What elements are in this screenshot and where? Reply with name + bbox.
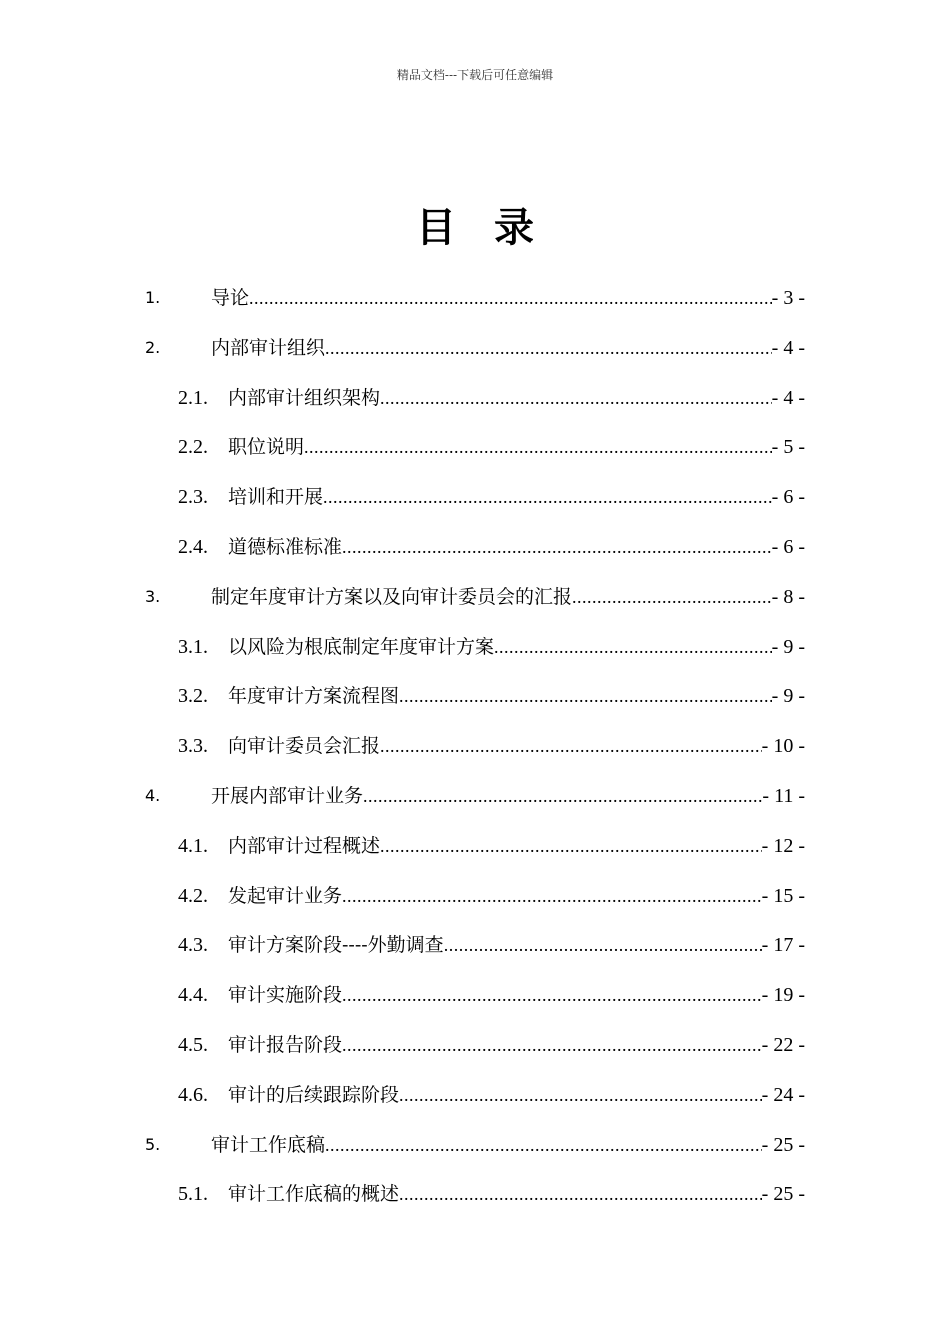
- toc-entry[interactable]: [0, 1027, 950, 1063]
- toc-entry[interactable]: [0, 479, 950, 515]
- toc-entry-title: 导论: [211, 287, 250, 309]
- toc-dot-leader: [494, 629, 772, 665]
- toc-entry-line: [228, 1027, 805, 1063]
- toc-entry-page: - 6 -: [771, 536, 805, 558]
- toc-entry-title: 年度审计方案流程图: [228, 685, 400, 708]
- toc-entry-number: 5.1.: [178, 1183, 208, 1206]
- toc-entry-page: - 5 -: [771, 436, 805, 459]
- toc-entry-number: 5.: [145, 1134, 161, 1154]
- toc-entry-title: 审计工作底稿: [211, 1133, 326, 1156]
- toc-entry-line: [228, 380, 805, 416]
- toc-entry[interactable]: [0, 678, 950, 714]
- toc-entry-title: 向审计委员会汇报: [228, 735, 381, 758]
- toc-entry-number: 2.2.: [178, 436, 208, 459]
- toc-entry[interactable]: [0, 429, 950, 465]
- toc-dot-leader: [304, 429, 772, 465]
- toc-entry-number: 2.4.: [178, 536, 208, 558]
- toc-entry[interactable]: [0, 330, 950, 366]
- toc-entry-line: [228, 1077, 805, 1113]
- toc-entry-number: 4.4.: [178, 984, 208, 1007]
- toc-entry-title: 审计工作底稿的概述: [228, 1183, 400, 1206]
- toc-entry-line: [228, 878, 805, 914]
- toc-entry-title: 制定年度审计方案以及向审计委员会的汇报: [211, 585, 573, 608]
- toc-entry-page: - 15 -: [761, 884, 805, 907]
- toc-dot-leader: [380, 728, 762, 764]
- toc-entry-title: 发起审计业务: [228, 884, 343, 907]
- toc-dot-leader: [363, 778, 762, 814]
- toc-entry-line: [211, 1127, 805, 1163]
- toc-entry-line: [211, 778, 805, 814]
- toc-entry-page: - 22 -: [761, 1034, 805, 1056]
- toc-entry-title: 审计的后续跟踪阶段: [228, 1083, 400, 1106]
- toc-entry-page: - 10 -: [761, 735, 805, 758]
- toc-entry[interactable]: [0, 778, 950, 814]
- toc-entry-number: 3.3.: [178, 735, 208, 758]
- toc-entry-page: - 24 -: [761, 1083, 805, 1106]
- toc-dot-leader: [399, 1077, 762, 1113]
- toc-entry[interactable]: [0, 579, 950, 615]
- toc-entry-line: [228, 1176, 805, 1212]
- toc-entry-line: [228, 977, 805, 1013]
- toc-entry-page: - 3 -: [771, 287, 805, 309]
- toc-entry[interactable]: [0, 828, 950, 864]
- toc-entry-line: [211, 579, 805, 615]
- toc-entry-page: - 9 -: [771, 685, 805, 708]
- toc-entry-line: [211, 330, 805, 366]
- toc-entry-page: - 25 -: [761, 1133, 805, 1156]
- toc-entry[interactable]: [0, 977, 950, 1013]
- toc-entry-number: 2.1.: [178, 386, 208, 409]
- toc-entry[interactable]: [0, 280, 950, 316]
- toc-entry-line: [228, 927, 805, 963]
- toc-entry-number: 4.: [145, 786, 161, 805]
- toc-entry-title: 以风险为根底制定年度审计方案: [228, 635, 495, 658]
- toc-entry[interactable]: [0, 1176, 950, 1212]
- toc-entry-number: 4.5.: [178, 1034, 208, 1056]
- toc-entry-title: 职位说明: [228, 436, 305, 459]
- toc-entry-number: 3.: [145, 586, 161, 606]
- toc-entry[interactable]: [0, 728, 950, 764]
- toc-entry-page: - 4 -: [771, 386, 805, 409]
- toc-entry-number: 2.: [145, 337, 161, 357]
- document-title: 目录: [416, 205, 572, 251]
- toc-entry-line: [228, 529, 805, 565]
- toc-entry-page: - 17 -: [761, 934, 805, 957]
- toc-entry-title: 道德标准标准: [228, 536, 343, 558]
- toc-entry[interactable]: [0, 629, 950, 665]
- toc-entry-number: 3.1.: [178, 635, 208, 658]
- toc-dot-leader: [399, 1176, 762, 1212]
- toc-entry-title: 审计实施阶段: [228, 984, 343, 1007]
- toc-entry-title: 开展内部审计业务: [211, 785, 364, 807]
- toc-entry-page: - 12 -: [761, 834, 805, 857]
- toc-dot-leader: [380, 380, 772, 416]
- toc-dot-leader: [325, 1127, 762, 1163]
- toc-dot-leader: [572, 579, 772, 615]
- toc-dot-leader: [323, 479, 772, 515]
- toc-entry-number: 4.1.: [178, 834, 208, 857]
- toc-entry-page: - 8 -: [771, 585, 805, 608]
- toc-entry-page: - 19 -: [761, 984, 805, 1007]
- toc-entry[interactable]: [0, 1077, 950, 1113]
- toc-dot-leader: [342, 1027, 762, 1063]
- page-header: 精品文档---下载后可任意编辑: [396, 68, 554, 82]
- toc-dot-leader: [380, 828, 762, 864]
- toc-entry-page: - 6 -: [771, 486, 805, 509]
- toc-entry-title: 内部审计过程概述: [228, 834, 381, 857]
- toc-dot-leader: [325, 330, 772, 366]
- toc-dot-leader: [249, 280, 772, 316]
- toc-entry-page: - 4 -: [771, 336, 805, 359]
- toc-entry[interactable]: [0, 878, 950, 914]
- toc-entry-line: [228, 479, 805, 515]
- toc-entry[interactable]: [0, 927, 950, 963]
- toc-entry-number: 2.3.: [178, 486, 208, 509]
- toc-entry-number: 4.6.: [178, 1083, 208, 1106]
- toc-entry-title: 培训和开展: [228, 486, 324, 509]
- toc-entry-line: [228, 828, 805, 864]
- toc-entry-title: 审计报告阶段: [228, 1034, 343, 1056]
- toc-entry-title: 内部审计组织: [211, 336, 326, 359]
- toc-dot-leader: [342, 878, 762, 914]
- toc-entry-number: 3.2.: [178, 685, 208, 708]
- toc-dot-leader: [399, 678, 772, 714]
- toc-entry[interactable]: [0, 529, 950, 565]
- toc-dot-leader: [342, 529, 772, 565]
- toc-entry-number: 4.2.: [178, 884, 208, 907]
- toc-dot-leader: [444, 927, 762, 963]
- toc-entry-title: 审计方案阶段----外勤调查: [228, 934, 444, 957]
- toc-entry-line: [228, 678, 805, 714]
- toc-entry-line: [211, 280, 805, 316]
- toc-entry-number: 4.3.: [178, 934, 208, 957]
- toc-entry[interactable]: [0, 1127, 950, 1163]
- toc-entry-page: - 25 -: [761, 1183, 805, 1206]
- toc-entry-page: - 11 -: [762, 785, 805, 807]
- toc-entry-title: 内部审计组织架构: [228, 386, 381, 409]
- toc-entry[interactable]: [0, 380, 950, 416]
- toc-dot-leader: [342, 977, 762, 1013]
- toc-entry-line: [228, 429, 805, 465]
- toc-entry-line: [228, 629, 805, 665]
- toc-entry-number: 1.: [145, 288, 161, 307]
- toc-entry-page: - 9 -: [771, 635, 805, 658]
- toc-entry-line: [228, 728, 805, 764]
